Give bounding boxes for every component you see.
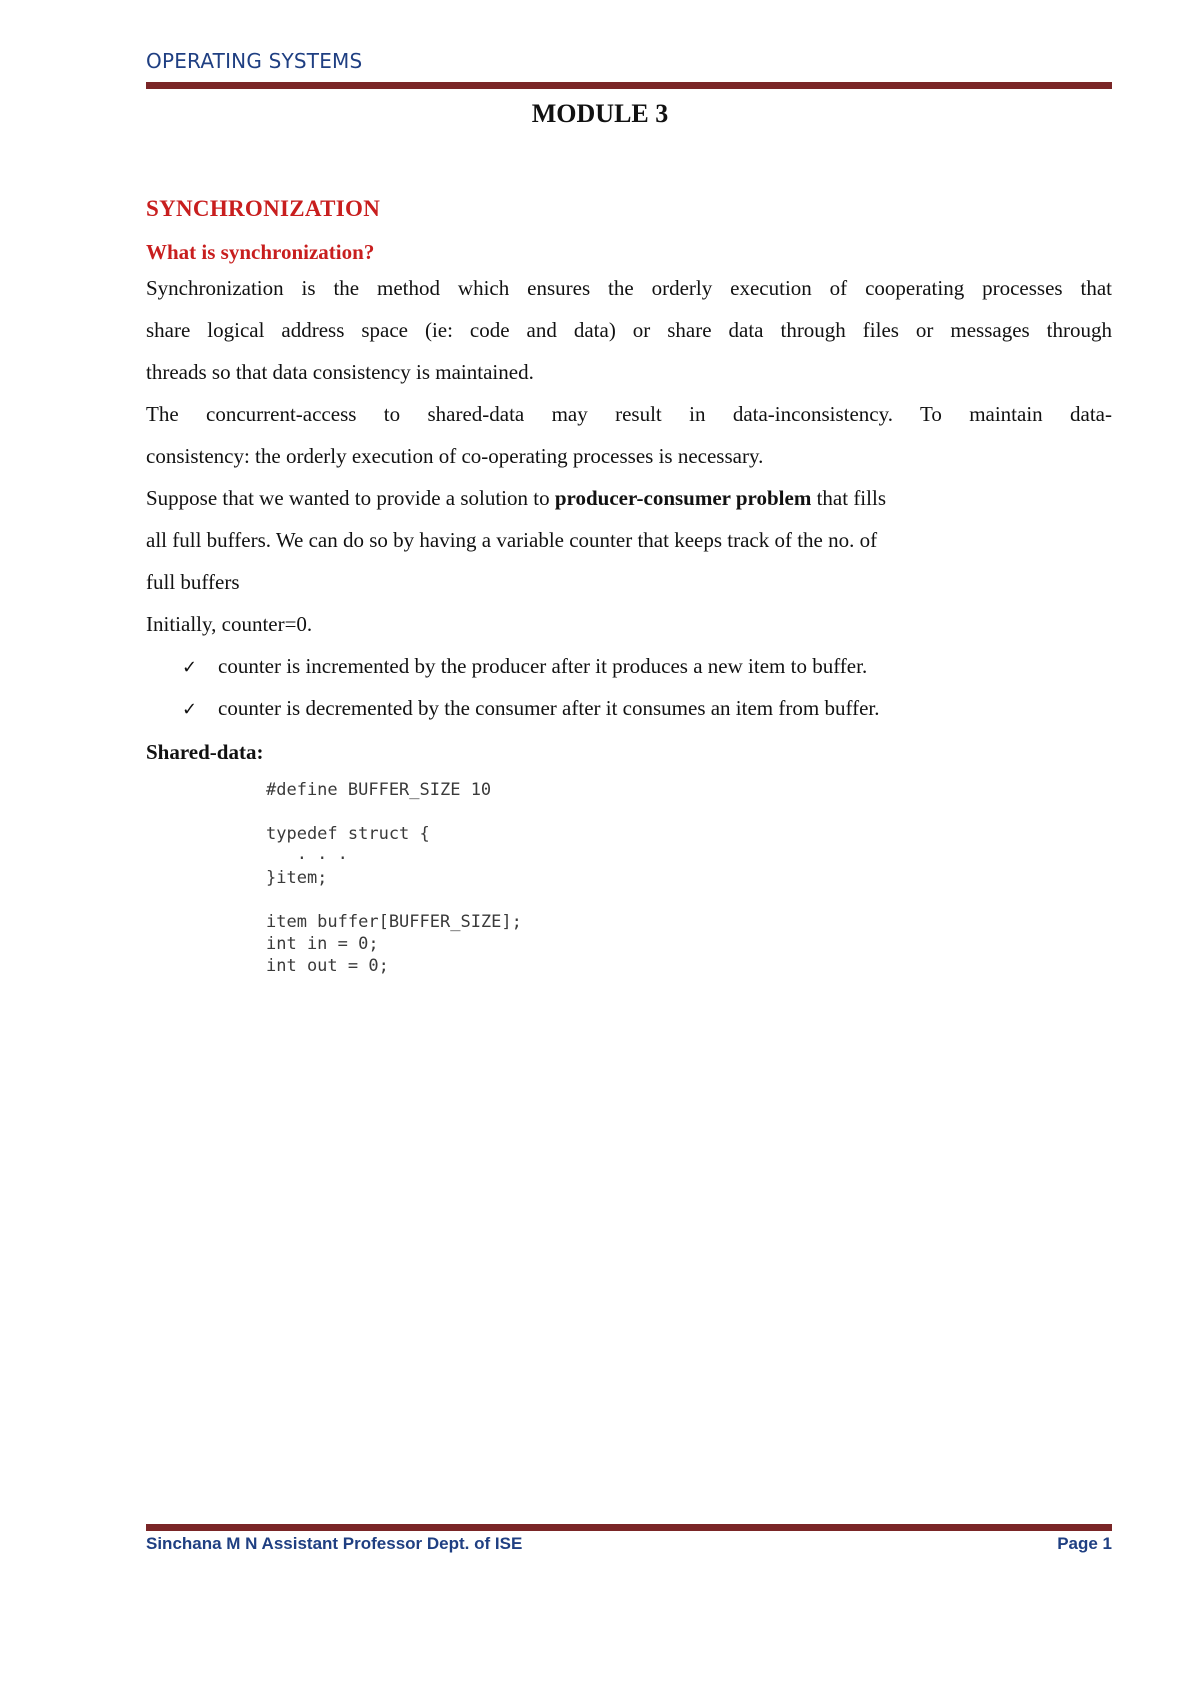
code-line: typedef struct { bbox=[266, 824, 430, 844]
paragraph-line: Initially, counter=0. bbox=[146, 612, 313, 636]
code-line: }item; bbox=[266, 868, 328, 888]
subheading: What is synchronization? bbox=[146, 240, 375, 264]
header-rule bbox=[146, 82, 1112, 89]
checklist-text: counter is incremented by the producer after it produces a new item to buffer. bbox=[218, 654, 868, 678]
paragraph-line: full buffers bbox=[146, 570, 240, 594]
bold-term: producer-consumer problem bbox=[554, 486, 812, 510]
code-line: #define BUFFER_SIZE 10 bbox=[266, 780, 492, 800]
section-title: SYNCHRONIZATION bbox=[146, 196, 381, 221]
checklist-text: counter is decremented by the consumer after it consumes an item from buffer. bbox=[218, 696, 880, 720]
code-line: item buffer[BUFFER_SIZE]; bbox=[266, 912, 522, 932]
checklist-item bbox=[182, 654, 867, 680]
check-icon: ✓ bbox=[182, 657, 198, 678]
paragraph-line bbox=[146, 486, 886, 510]
footer-rule bbox=[146, 1524, 1112, 1531]
paragraph-line: Synchronization is the method which ensures the orderly execution of cooperating processes that bbox=[146, 276, 1112, 300]
module-title: MODULE 3 bbox=[531, 99, 669, 128]
paragraph-line: share logical address space (ie: code and data) or share data through files or messages through bbox=[146, 318, 1112, 342]
header-title: OPERATING SYSTEMS bbox=[146, 49, 363, 73]
footer-page-number: Page 1 bbox=[1057, 1534, 1112, 1553]
code-line: . . . bbox=[266, 844, 348, 864]
checklist-item bbox=[182, 696, 879, 722]
paragraph-line: consistency: the orderly execution of co-operating processes is necessary. bbox=[146, 444, 764, 468]
paragraph-text: Suppose that we wanted to provide a solution to bbox=[146, 486, 555, 510]
shared-data-label: Shared-data: bbox=[146, 740, 264, 764]
paragraph-line: all full buffers. We can do so by having a variable counter that keeps track of the no. of bbox=[146, 528, 878, 552]
footer-author: Sinchana M N Assistant Professor Dept. of ISE bbox=[146, 1534, 523, 1553]
check-icon: ✓ bbox=[182, 699, 198, 720]
code-line: int in = 0; bbox=[266, 934, 379, 954]
code-line: int out = 0; bbox=[266, 956, 389, 976]
paragraph-line: threads so that data consistency is maintained. bbox=[146, 360, 534, 384]
paragraph-line: The concurrent-access to shared-data may result in data-inconsistency. To maintain data- bbox=[146, 402, 1112, 426]
paragraph-text: that fills bbox=[811, 486, 886, 510]
